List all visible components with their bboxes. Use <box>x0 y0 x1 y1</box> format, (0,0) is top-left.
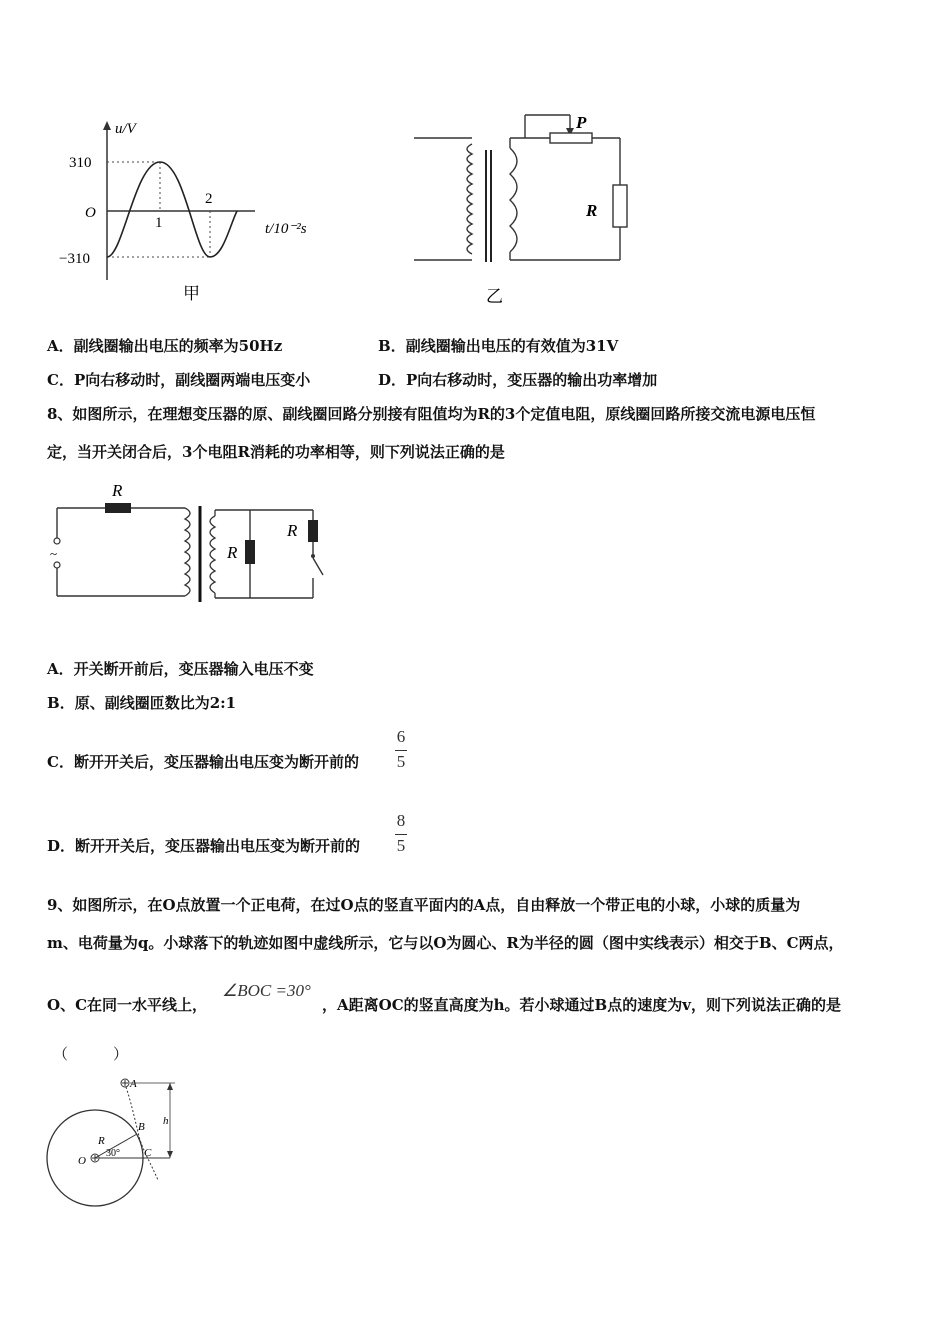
q7-option-a: A．副线圈输出电压的频率为50Hz <box>47 337 283 355</box>
label-a: A <box>130 1078 137 1090</box>
figure-caption-jia: 甲 <box>183 284 200 303</box>
resistor-r <box>613 185 627 227</box>
label-r-right: R <box>287 521 298 540</box>
label-c: C <box>144 1147 152 1159</box>
label-angle: 30° <box>106 1148 120 1159</box>
label-b: B <box>138 1121 145 1133</box>
q8-stem-line1: 8、如图所示，在理想变压器的原、副线圈回路分别接有阻值均为R的3个定值电阻，原线圈回路所接交流电源电压恒 <box>47 405 816 423</box>
figure-jia-voltage-graph <box>55 115 345 305</box>
q9-stem-line2: m、电荷量为q。小球落下的轨迹如图中虚线所示，它与以O为圆心、R为半径的圆（图中实线表示）相交于B、C两点， <box>47 934 844 952</box>
resistor-r-middle <box>245 540 255 564</box>
figure-q9-circle <box>40 1070 200 1215</box>
q7-option-c: C．P向右移动时，副线圈两端电压变小 <box>47 371 311 389</box>
q7-option-b: B．副线圈输出电压的有效值为31V <box>378 337 619 355</box>
y-axis-label: u/V <box>115 121 136 137</box>
label-r-top: R <box>112 481 123 500</box>
q8-option-c-numerator: 6 <box>396 727 406 746</box>
q8-option-d-numerator: 8 <box>396 811 406 830</box>
figure-q8-circuit <box>45 478 345 608</box>
q8-option-c-denominator: 5 <box>396 752 406 771</box>
tick-2: 2 <box>205 191 213 207</box>
label-r-middle: R <box>227 543 238 562</box>
y-axis-arrow <box>103 121 111 130</box>
label-o: O <box>78 1155 86 1167</box>
tick-neg310: −310 <box>59 251 90 267</box>
q9-stem-line3-pre: O、C在同一水平线上， <box>47 996 208 1014</box>
q7-option-d: D．P向右移动时，变压器的输出功率增加 <box>378 371 658 389</box>
q9-stem-line1: 9、如图所示，在O点放置一个正电荷，在过O点的竖直平面内的A点，自由释放一个带正电的小球，小球的质量为 <box>47 896 801 914</box>
svg-text:~: ~ <box>50 546 58 561</box>
q8-option-d-denominator: 5 <box>396 836 406 855</box>
resistor-r-right <box>308 520 318 542</box>
q9-angle-expression: ∠BOC =30° <box>222 981 311 1000</box>
rheostat <box>550 133 592 143</box>
q8-option-c: C．断开开关后，变压器输出电压变为断开前的 <box>47 753 359 771</box>
tick-1: 1 <box>155 215 163 231</box>
tick-310: 310 <box>69 155 92 171</box>
q9-stem-line3-post: ，A距离OC的竖直高度为h。若小球通过B点的速度为v，则下列说法正确的是 <box>322 996 841 1014</box>
q9-answer-paren: （ ） <box>53 1045 129 1063</box>
label-r: R <box>98 1135 105 1147</box>
q8-stem-line2: 定，当开关闭合后，3个电阻R消耗的功率相等，则下列说法正确的是 <box>47 443 505 461</box>
q8-option-d: D．断开开关后，变压器输出电压变为断开前的 <box>47 837 361 855</box>
q8-option-c-fraction-bar <box>395 750 407 751</box>
resistor-r-primary <box>105 503 131 513</box>
label-p: P <box>576 113 587 132</box>
figure-yi-transformer <box>410 110 640 310</box>
label-r: R <box>586 201 598 220</box>
q8-option-a: A．开关断开前后，变压器输入电压不变 <box>47 660 314 678</box>
q8-option-b: B．原、副线圈匝数比为2:1 <box>47 694 237 712</box>
label-h: h <box>163 1115 169 1127</box>
figure-caption-yi: 乙 <box>486 287 503 306</box>
sine-curve <box>107 162 237 257</box>
secondary-coil <box>510 148 517 252</box>
primary-coil <box>467 144 472 254</box>
q8-option-d-fraction-bar <box>395 834 407 835</box>
switch <box>313 558 323 575</box>
origin-label: O <box>85 205 96 221</box>
x-axis-label: t/10⁻²s <box>265 221 307 237</box>
